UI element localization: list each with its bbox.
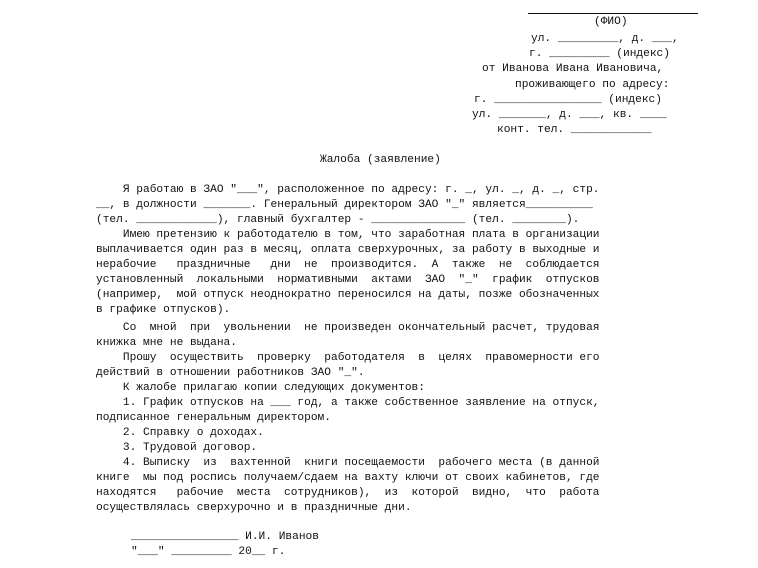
sender-street-line: ул. _______, д. ___, кв. ____ [472, 109, 667, 121]
body-line: установленный локальными нормативными актами ЗАО "_" график отпусков [96, 274, 600, 286]
body-line: Со мной при увольнении не произведен окончательный расчет, трудовая [96, 322, 600, 334]
body-line: Я работаю в ЗАО "___", расположенное по адресу: г. _, ул. _, д. _, стр. [96, 184, 600, 196]
sender-phone-line: конт. тел. ____________ [497, 124, 652, 136]
signature-date: "___" _________ 20__ г. [131, 546, 286, 558]
sender-residing-line: проживающего по адресу: [515, 79, 670, 91]
body-line: действий в отношении работников ЗАО "_". [96, 367, 365, 379]
list-item: книге мы под роспись получаем/сдаем на вахту ключи от своих кабинетов, где [96, 472, 600, 484]
body-line: в графике отпусков). [96, 304, 231, 316]
recipient-fio-label: (ФИО) [594, 16, 628, 28]
body-line: Имею претензию к работодателю в том, что заработная плата в организации [96, 229, 600, 241]
sender-from-line: от Иванова Ивана Ивановича, [482, 63, 664, 75]
document-title: Жалоба (заявление) [320, 154, 441, 166]
list-item: осуществлялась сверхурочно и в праздничные дни. [96, 502, 412, 514]
body-line: (тел. ____________), главный бухгалтер - ______________ (тел. ________). [96, 214, 580, 226]
sender-city-line: г. ________________ (индекс) [474, 94, 662, 106]
body-line: нерабочие праздничные дни не производится. А также не соблюдается [96, 259, 600, 271]
recipient-city-line: г. _________ (индекс) [529, 48, 670, 60]
paragraph-attachments: К жалобе прилагаю копии следующих документов: [96, 382, 425, 394]
list-item: 1. График отпусков на ___ год, а также собственное заявление на отпуск, [96, 397, 600, 409]
signature-line: ________________ И.И. Иванов [131, 531, 319, 543]
list-item: подписанное генеральным директором. [96, 412, 331, 424]
list-item: находятся рабочие места сотрудников), из которой видно, что работа [96, 487, 600, 499]
list-item: 2. Справку о доходах. [96, 427, 264, 439]
body-line: __, в должности _______. Генеральный директором ЗАО "_" является__________ [96, 199, 593, 211]
body-line: выплачивается один раз в месяц, оплата сверхурочных, за работу в выходные и [96, 244, 600, 256]
list-item: 4. Выписку из вахтенной книги посещаемости рабочего места (в данной [96, 457, 600, 469]
body-line: Прошу осуществить проверку работодателя в целях правомерности его [96, 352, 600, 364]
body-line: книжка мне не выдана. [96, 337, 237, 349]
recipient-street-line: ул. _________, д. ___, [531, 33, 679, 45]
body-line: (например, мой отпуск неоднократно переносился на даты, позже обозначенных [96, 289, 600, 301]
recipient-fio-line [528, 13, 698, 14]
list-item: 3. Трудовой договор. [96, 442, 258, 454]
